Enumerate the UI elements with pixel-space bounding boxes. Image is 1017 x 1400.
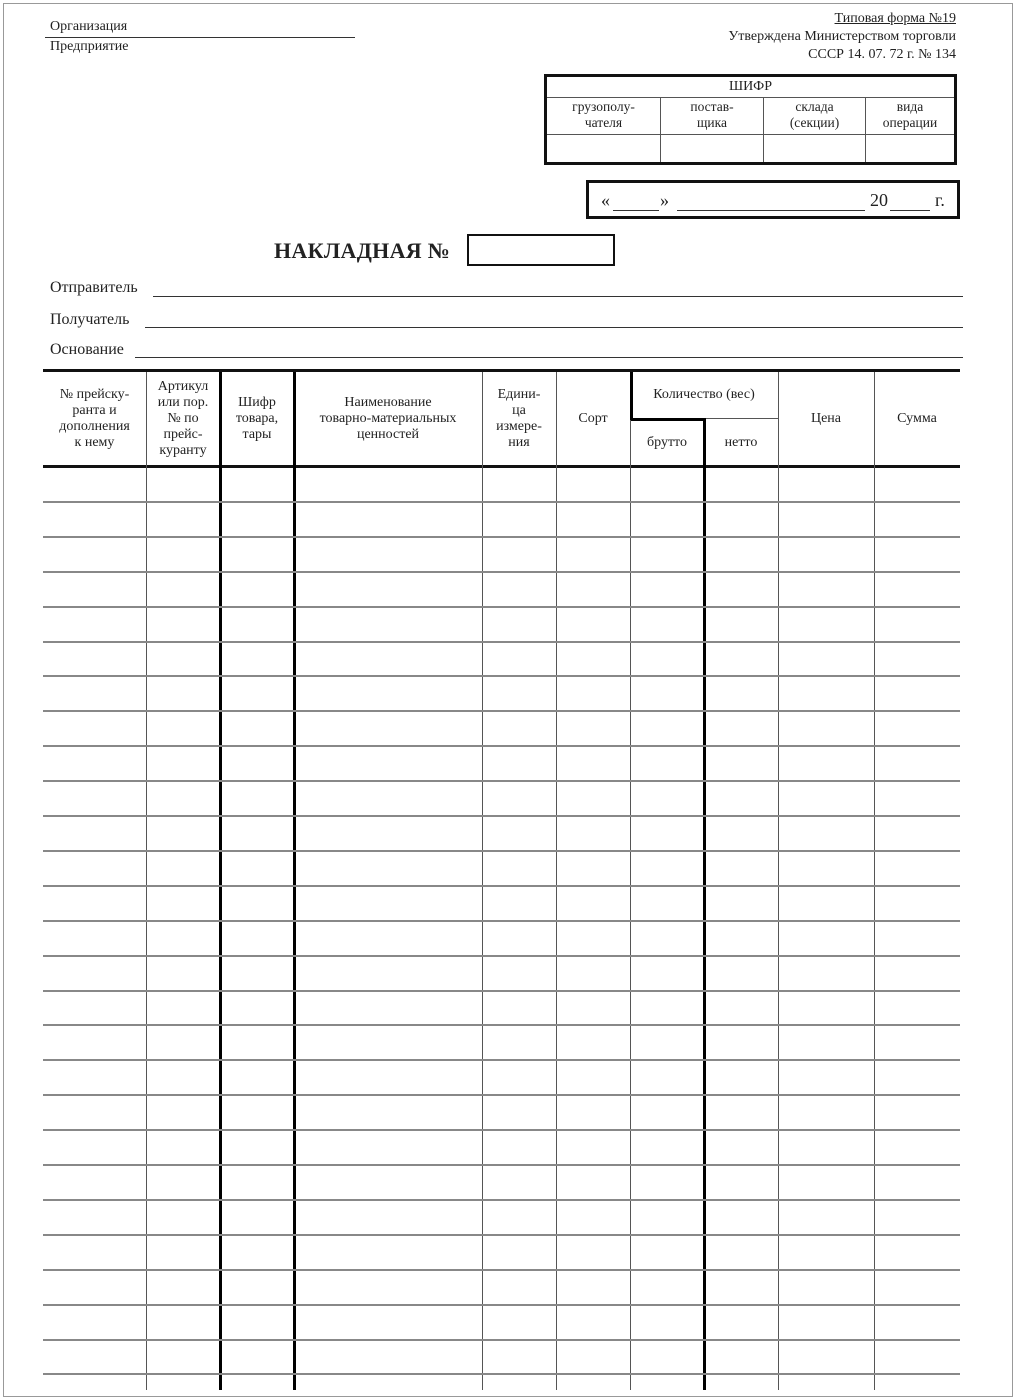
col-header-unit: Едини- ца измере- ния [496, 386, 542, 450]
basis-label: Основание [50, 341, 124, 358]
quantity-split-thick [630, 418, 706, 421]
table-row[interactable] [43, 887, 960, 920]
shifr-col-label: (секции) [789, 115, 840, 130]
table-row[interactable] [43, 573, 960, 606]
table-row[interactable] [43, 468, 960, 501]
table-row[interactable] [43, 712, 960, 745]
table-row[interactable] [43, 992, 960, 1025]
quantity-left-thick [630, 372, 633, 420]
table-row[interactable] [43, 677, 960, 710]
table-row[interactable] [43, 1341, 960, 1374]
table-row[interactable] [43, 852, 960, 885]
shifr-col-operation[interactable] [866, 97, 954, 162]
shifr-col-warehouse[interactable] [764, 97, 866, 162]
table-row[interactable] [43, 782, 960, 815]
col-header-gross: брутто [647, 434, 687, 450]
table-row[interactable] [43, 1201, 960, 1234]
table-row[interactable] [43, 1271, 960, 1304]
shifr-box [544, 74, 957, 165]
sender-field[interactable] [153, 296, 963, 297]
date-open-quote: « [601, 190, 610, 210]
table-row[interactable] [43, 503, 960, 536]
table-row[interactable] [43, 1236, 960, 1269]
basis-field[interactable] [135, 357, 963, 358]
shifr-col-label: склада [795, 99, 834, 114]
shifr-col-label: щика [697, 115, 727, 130]
table-row[interactable] [43, 747, 960, 780]
table-row[interactable] [43, 1166, 960, 1199]
year-prefix: 20 [870, 190, 888, 210]
col-header-article: Артикул или пор. № по прейс- куранту [157, 378, 209, 458]
approved-line-1: Утверждена Министерством торговли [728, 29, 956, 44]
table-row[interactable] [43, 1131, 960, 1164]
day-field[interactable] [613, 210, 659, 211]
organization-label: Организация [50, 19, 128, 34]
table-row[interactable] [43, 1026, 960, 1059]
organization-line[interactable] [45, 37, 355, 38]
quantity-split-thin [704, 418, 778, 419]
col-header-grade: Сорт [578, 410, 608, 426]
table-row[interactable] [43, 643, 960, 676]
col-header-pricelist: № прейску- ранта и дополнения к нему [59, 386, 130, 450]
shifr-title: ШИФР [547, 77, 954, 98]
page-title: НАКЛАДНАЯ № [274, 238, 451, 263]
table-row[interactable] [43, 1306, 960, 1339]
date-close-quote: » [660, 190, 669, 210]
shifr-col-label: вида [896, 99, 924, 114]
recipient-field[interactable] [145, 327, 963, 328]
col-header-sum: Сумма [897, 410, 937, 426]
enterprise-label: Предприятие [50, 39, 129, 54]
form-type: Типовая форма №19 [834, 11, 956, 26]
col-header-net: нетто [724, 434, 758, 450]
shifr-col-label: постав- [690, 99, 734, 114]
date-box [586, 180, 960, 219]
table-row[interactable] [43, 817, 960, 850]
table-row[interactable] [43, 957, 960, 990]
table-row[interactable] [43, 608, 960, 641]
col-header-code: Шифр товара, тары [235, 394, 279, 442]
year-suffix: г. [935, 190, 945, 210]
shifr-col-supplier[interactable] [661, 97, 764, 162]
col-header-price: Цена [810, 410, 842, 426]
table-row[interactable] [43, 1061, 960, 1094]
table-row[interactable] [43, 1096, 960, 1129]
approved-line-2: СССР 14. 07. 72 г. № 134 [808, 47, 956, 62]
shifr-col-label: чателя [584, 115, 623, 130]
col-header-quantity: Количество (вес) [653, 387, 755, 402]
col-header-name: Наименование товарно-материальных ценностей [319, 394, 457, 442]
year-field[interactable] [890, 210, 930, 211]
shifr-col-consignee[interactable] [547, 97, 661, 162]
recipient-label: Получатель [50, 311, 130, 328]
shifr-col-label: грузополу- [572, 99, 635, 114]
table-row[interactable] [43, 538, 960, 571]
shifr-col-label: операции [882, 115, 938, 130]
sender-label: Отправитель [50, 279, 138, 296]
table-row-line [43, 1373, 960, 1375]
table-row[interactable] [43, 922, 960, 955]
month-field[interactable] [677, 210, 865, 211]
invoice-number-field[interactable] [467, 234, 615, 266]
